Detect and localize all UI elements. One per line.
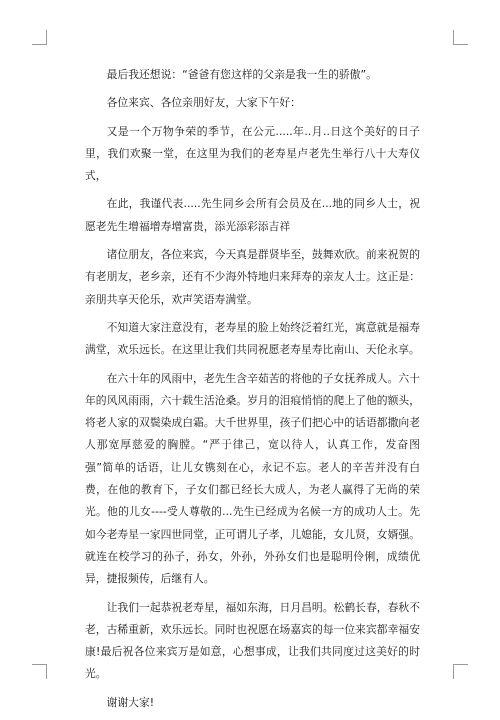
paragraph-greeting: 各位来宾、各位亲朋好友，大家下午好：: [106, 96, 301, 110]
crop-mark-top-right: [453, 30, 468, 45]
paragraph-guests: 诸位朋友，各位来宾，今天真是群贤毕至，鼓舞欢欣。前来祝贺的有老朋友，老乡亲，还有不少海外特地归来拜寿的亲友人士。这正是：亲朋共享天伦乐，欢声笑语寿满堂。: [85, 248, 420, 306]
document-body: [85, 64, 420, 720]
crop-mark-bottom-right: [453, 664, 468, 679]
paragraph-blessing: 在此，我谨代表.....先生同乡会所有会员及在...地的同乡人士，祝愿老先生增福增寿增富贵，添光添彩添吉祥: [85, 197, 420, 233]
paragraph-thanks: 谢谢大家!: [106, 695, 155, 709]
paragraph-wishes: 不知道大家注意没有，老寿星的脸上始终泛着红光，寓意就是福寿满堂，欢乐远长。在这里让我们共同祝愿老寿星寿比南山、天伦永享。: [85, 320, 420, 357]
paragraph-life-story: 在六十年的风雨中，老先生含辛茹苦的将他的子女抚养成人。六十年的风风雨雨，六十载生活沧桑。岁月的泪痕悄悄的爬上了他的额头，将老人家的双鬓染成白霜。大千世界里，孩子们把心中的话语都撒向老人那宽厚慈爱的胸膛。“严于律己，宽以待人，认真工作，发奋图强”简单的话语，让儿女镌刻在心，永记不忘。老人的辛苦并没有白费，在他的教育下，子女们都已经长大成人，为老人赢得了无尚的荣光。他的儿女----受人尊敬的...先生已经成为名候一方的成功人士。先如今老寿星一家四世同堂，正可谓儿子孝，儿媳能，女儿贤，女婿强。就连在校学习的孙子，孙女，外孙，外孙女们也是聪明伶俐，成绩优异，捷报频传，后继有人。: [85, 371, 420, 586]
paragraph-closing-quote: 最后我还想说：“爸爸有您这样的父亲是我一生的骄傲”。: [106, 68, 377, 81]
crop-mark-bottom-left: [32, 664, 47, 679]
crop-mark-top-left: [32, 30, 47, 45]
paragraph-toast: 让我们一起恭祝老寿星，福如东海，日月昌明。松鹤长春，春秋不老，古稀重新，欢乐远长。同时也祝愿在场嘉宾的每一位来宾都幸福安康!最后祝各位来宾万是如意，心想事成，让我们共同度过这美好的时光。: [85, 600, 420, 681]
paragraph-occasion: 又是一个万物争荣的季节，在公元.....年..月..日这个美好的日子里，我们欢聚一堂，在这里为我们的老寿星卢老先生举行八十大寿仪式，: [85, 124, 420, 183]
